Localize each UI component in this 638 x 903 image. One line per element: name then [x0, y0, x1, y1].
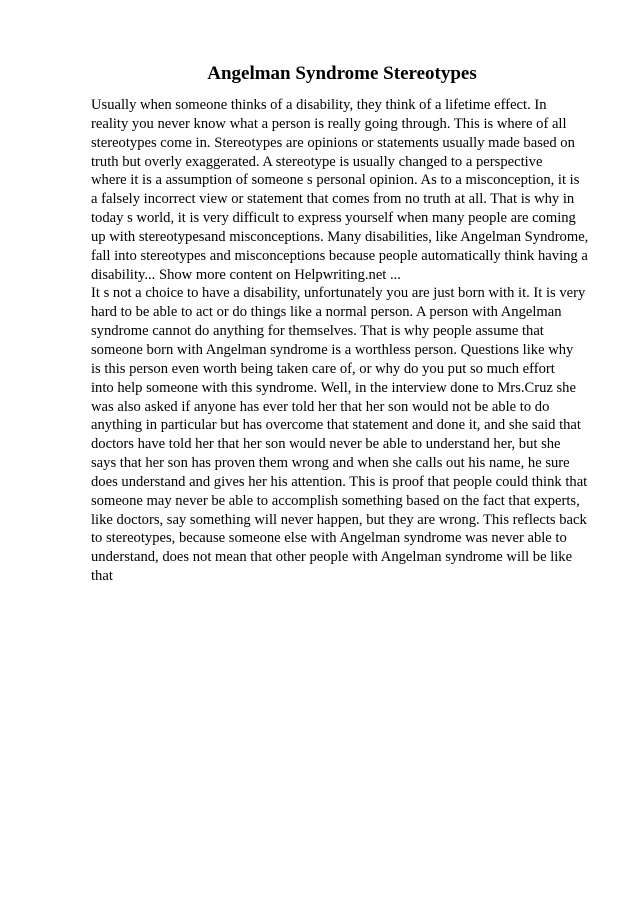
body-line: disability... Show more content on Helpwriting.net ... [91, 266, 401, 283]
body-line: doctors have told her that her son would never be able to understand her, but she [91, 436, 561, 453]
document-title: Angelman Syndrome Stereotypes [207, 63, 477, 84]
body-line: truth but overly exaggerated. A stereotype is usually changed to a perspective [91, 153, 543, 170]
body-line: anything in particular but has overcome that statement and done it, and she said that [91, 417, 581, 434]
body-line: is this person even worth being taken care of, or why do you put so much effort [91, 360, 555, 377]
body-line: that [91, 568, 113, 585]
body-line: to stereotypes, because someone else with Angelman syndrome was never able to [91, 530, 567, 547]
body-line: up with stereotypesand misconceptions. Many disabilities, like Angelman Syndrome, [91, 228, 589, 245]
body-line: hard to be able to act or do things like a normal person. A person with Angelman [91, 304, 562, 321]
body-line: was also asked if anyone has ever told her that her son would not be able to do [91, 398, 550, 415]
body-line: says that her son has proven them wrong and when she calls out his name, he sure [91, 455, 570, 472]
body-line: someone may never be able to accomplish something based on the fact that experts, [91, 492, 580, 509]
body-line: It s not a choice to have a disability, unfortunately you are just born with it. It is very [91, 285, 586, 302]
body-line: where it is a assumption of someone s personal opinion. As to a misconception, it is [91, 172, 580, 189]
body-line: like doctors, say something will never happen, but they are wrong. This reflects back [91, 511, 587, 528]
body-line: does understand and gives her his attention. This is proof that people could think that [91, 473, 588, 490]
body-line: fall into stereotypes and misconceptions because people automatically think having a [91, 247, 588, 264]
body-line: reality you never know what a person is really going through. This is where of all [91, 115, 567, 132]
body-line: into help someone with this syndrome. Well, in the interview done to Mrs.Cruz she [91, 379, 576, 396]
body-line: syndrome cannot do anything for themselves. That is why people assume that [91, 323, 544, 340]
document-body [91, 96, 611, 586]
body-line: a falsely incorrect view or statement that comes from no truth at all. That is why in [91, 191, 575, 208]
body-line: Usually when someone thinks of a disability, they think of a lifetime effect. In [91, 97, 547, 113]
body-line: stereotypes come in. Stereotypes are opinions or statements usually made based on [91, 134, 575, 151]
body-line: understand, does not mean that other people with Angelman syndrome will be like [91, 549, 573, 566]
body-line: today s world, it is very difficult to express yourself when many people are coming [91, 210, 576, 227]
body-line: someone born with Angelman syndrome is a worthless person. Questions like why [91, 341, 574, 358]
